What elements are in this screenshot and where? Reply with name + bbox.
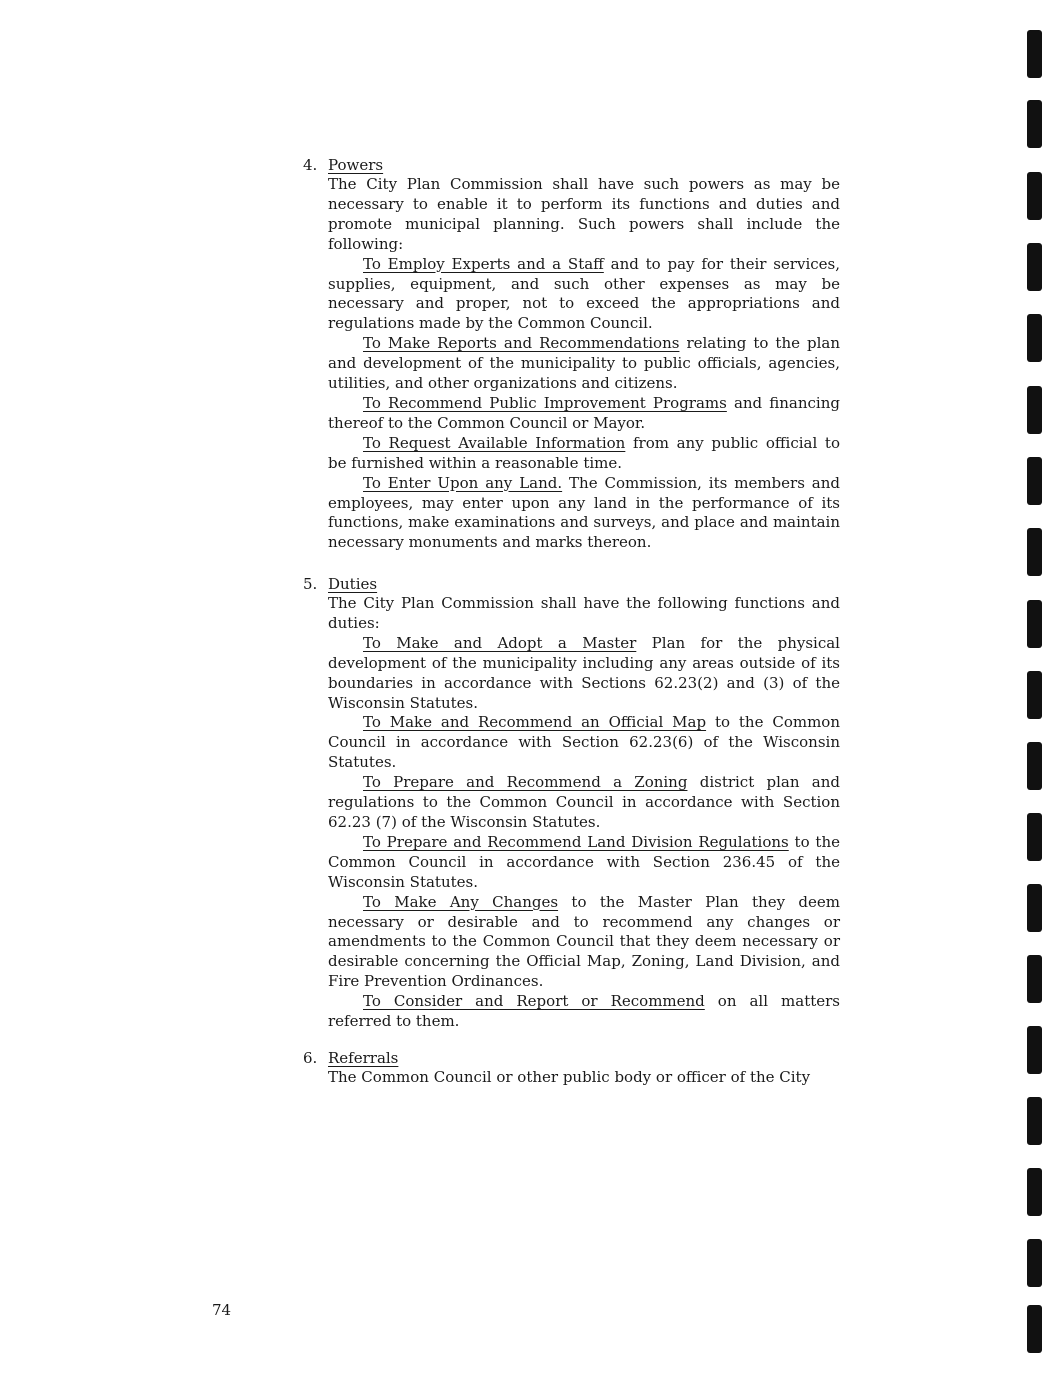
item-lead: To Make and Recommend an Official Map bbox=[363, 713, 707, 732]
item-lead: To Make and Adopt a Master bbox=[363, 633, 637, 652]
binding-mark bbox=[1027, 742, 1042, 790]
duty-item bbox=[328, 713, 840, 773]
binding-mark bbox=[1027, 671, 1042, 719]
section-duties bbox=[303, 574, 843, 1032]
duty-item bbox=[328, 992, 840, 1032]
item-lead: To Request Available Information bbox=[363, 433, 626, 452]
section-heading bbox=[303, 574, 843, 594]
section-number: 4. bbox=[303, 156, 318, 174]
section-heading bbox=[303, 1048, 843, 1068]
item-lead: To Prepare and Recommend a Zoning bbox=[363, 773, 688, 792]
item-text: on all matters referred to them. bbox=[328, 992, 840, 1031]
binding-mark bbox=[1027, 955, 1042, 1003]
item-lead: To Consider and Report or Recommend bbox=[363, 992, 705, 1011]
duty-item bbox=[328, 833, 840, 893]
section-body bbox=[328, 594, 840, 1032]
section-powers bbox=[303, 155, 843, 553]
item-text: relating to the plan and development of the municipality to public officials, agencies, utilities, and other organizations and citizens. bbox=[328, 334, 841, 393]
item-lead: To Prepare and Recommend Land Division Regulations bbox=[363, 832, 789, 851]
binding-mark bbox=[1027, 1168, 1042, 1216]
power-item bbox=[328, 434, 840, 474]
binding-mark bbox=[1027, 314, 1042, 362]
binding-mark bbox=[1027, 172, 1042, 220]
section-title: Powers bbox=[328, 156, 384, 174]
section-intro: The City Plan Commission shall have the following functions and duties: bbox=[328, 594, 840, 632]
binding-mark bbox=[1027, 1097, 1042, 1145]
binding-mark bbox=[1027, 1305, 1042, 1353]
section-intro: The Common Council or other public body or officer of the City bbox=[328, 1068, 811, 1086]
section-title: Referrals bbox=[328, 1049, 399, 1067]
item-text: to the Common Council in accordance with Section 62.23(6) of the Wisconsin Statutes. bbox=[328, 713, 840, 772]
item-lead: To Recommend Public Improvement Programs bbox=[363, 393, 727, 412]
item-text: and financing thereof to the Common Council or Mayor. bbox=[328, 393, 840, 432]
binding-mark bbox=[1027, 1239, 1042, 1287]
item-lead: To Make Any Changes bbox=[363, 892, 559, 911]
binding-mark bbox=[1027, 600, 1042, 648]
binding-mark bbox=[1027, 813, 1042, 861]
section-number: 6. bbox=[303, 1049, 318, 1067]
power-item bbox=[328, 334, 840, 394]
binding-mark bbox=[1027, 243, 1042, 291]
binding-mark bbox=[1027, 528, 1042, 576]
binding-mark bbox=[1027, 884, 1042, 932]
duty-item bbox=[328, 893, 840, 993]
duty-item bbox=[328, 634, 840, 714]
item-text: to the Master Plan they deem necessary or desirable and to recommend any changes or amendments to the Common Council that they deem necessary or desirable concerning the Official Map, Zoning, Land Division, and Fire Prevention Ordinances. bbox=[328, 892, 840, 991]
item-lead: To Employ Experts and a Staff bbox=[363, 254, 604, 273]
binding-mark bbox=[1027, 1026, 1042, 1074]
item-text: from any public official to be furnished within a reasonable time. bbox=[328, 433, 840, 472]
section-title: Duties bbox=[328, 575, 378, 593]
item-text: district plan and regulations to the Common Council in accordance with Section 62.23 (7) of the Wisconsin Statutes. bbox=[328, 773, 840, 831]
item-lead: To Make Reports and Recommendations bbox=[363, 334, 680, 353]
item-lead: To Enter Upon any Land. bbox=[363, 473, 563, 492]
duty-item bbox=[328, 773, 840, 833]
binding-mark bbox=[1027, 100, 1042, 148]
section-number: 5. bbox=[303, 575, 318, 593]
binding-mark bbox=[1027, 30, 1042, 78]
item-text: The Commission, its members and employees, may enter upon any land in the performance of its functions, make examinations and surveys, and place and maintain necessary monuments and marks thereon. bbox=[328, 473, 840, 552]
binding-mark bbox=[1027, 457, 1042, 505]
section-heading bbox=[303, 155, 843, 175]
item-text: to the Common Council in accordance with Section 236.45 of the Wisconsin Statutes. bbox=[328, 832, 840, 891]
page-number: 74 bbox=[212, 1301, 232, 1319]
power-item bbox=[328, 474, 840, 554]
power-item bbox=[328, 255, 840, 335]
item-text: and to pay for their services, supplies, equipment, and such other expenses as may be necessary and proper, not to exceed the appropriations and regulations made by the Common Council. bbox=[328, 254, 840, 333]
section-body bbox=[328, 1068, 840, 1088]
item-text: Plan for the physical development of the municipality including any areas outside of its boundaries in accordance with Sections 62.23(2) and (3) of the Wisconsin Statutes. bbox=[328, 633, 840, 712]
section-referrals bbox=[303, 1048, 843, 1088]
section-body bbox=[328, 175, 840, 553]
binding-mark bbox=[1027, 386, 1042, 434]
section-intro: The City Plan Commission shall have such powers as may be necessary to enable it to perform its functions and duties and promote municipal planning. Such powers shall include the following: bbox=[328, 175, 840, 253]
power-item bbox=[328, 394, 840, 434]
